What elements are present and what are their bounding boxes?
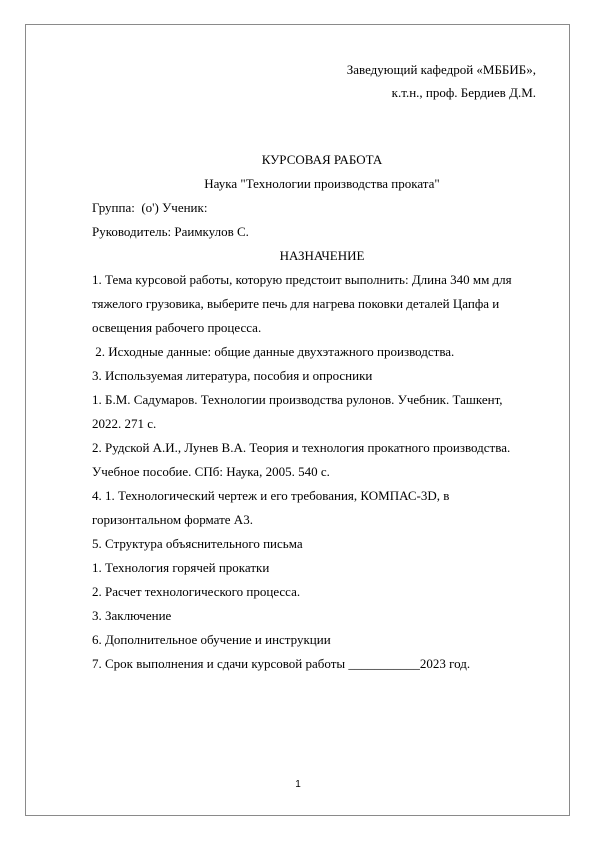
item-4-line-2: горизонтальном формате А3. <box>92 512 253 527</box>
literature-2-line-1: 2. Рудской А.И., Лунев В.А. Теория и технология прокатного производства. <box>92 440 511 455</box>
subject-line: Наука "Технологии производства проката" <box>204 176 440 191</box>
literature-1-line-2: 2022. 271 с. <box>92 416 157 431</box>
item-2: 2. Исходные данные: общие данные двухэтажного производства. <box>92 344 455 359</box>
literature-2-line-2: Учебное пособие. СПб: Наука, 2005. 540 с. <box>92 464 330 479</box>
structure-2: 2. Расчет технологического процесса. <box>92 584 301 599</box>
item-1-line-2: тяжелого грузовика, выберите печь для нагрева поковки деталей Цапфа и <box>92 296 500 311</box>
document-title: КУРСОВАЯ РАБОТА <box>261 152 383 167</box>
item-6: 6. Дополнительное обучение и инструкции <box>92 632 331 647</box>
page-number: 1 <box>295 779 301 790</box>
literature-1-line-1: 1. Б.М. Садумаров. Технологии производства рулонов. Учебник. Ташкент, <box>92 392 503 407</box>
approval-line-1: Заведующий кафедрой «МББИБ», <box>346 62 536 77</box>
approval-line-2: к.т.н., проф. Бердиев Д.М. <box>391 85 536 100</box>
assignment-heading: НАЗНАЧЕНИЕ <box>279 248 365 263</box>
document-body <box>92 148 552 676</box>
supervisor-line: Руководитель: Раимкулов С. <box>92 224 249 239</box>
approval-block <box>347 58 536 104</box>
item-7: 7. Срок выполнения и сдачи курсовой работы ___________2023 год. <box>92 656 471 671</box>
group-line: Группа: (о') Ученик: <box>92 200 208 215</box>
item-1-line-3: освещения рабочего процесса. <box>92 320 262 335</box>
item-1-line-1: 1. Тема курсовой работы, которую предстоит выполнить: Длина 340 мм для <box>92 272 512 287</box>
item-5: 5. Структура объяснительного письма <box>92 536 303 551</box>
structure-3: 3. Заключение <box>92 608 172 623</box>
item-3: 3. Используемая литература, пособия и опросники <box>92 368 373 383</box>
item-4-line-1: 4. 1. Технологический чертеж и его требования, КОМПАС-3D, в <box>92 488 450 503</box>
structure-1: 1. Технология горячей прокатки <box>92 560 270 575</box>
